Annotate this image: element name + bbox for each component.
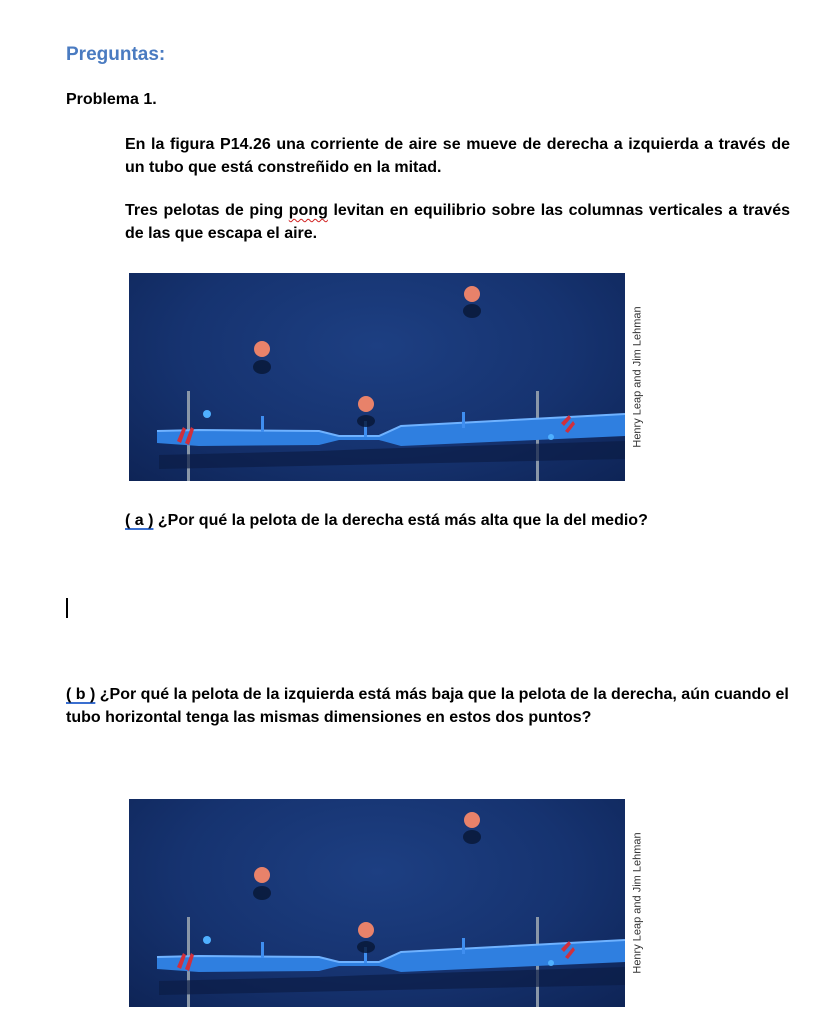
paragraph-2-end: levitan en equilibrio sobre las columnas verticales a través de las que escapa el aire. xyxy=(125,202,790,242)
right-column xyxy=(462,938,465,954)
middle-ball xyxy=(358,396,374,412)
right-column xyxy=(462,412,465,428)
paragraph-2-start: Tres pelotas de ping xyxy=(125,202,289,219)
figure-image xyxy=(129,273,625,481)
left-column xyxy=(261,416,264,432)
section-heading: Preguntas: xyxy=(66,44,166,65)
question-a-label: ( a ) xyxy=(125,512,154,529)
figure-image xyxy=(129,799,625,1007)
photo-credit xyxy=(627,799,649,1007)
middle-ball xyxy=(358,922,374,938)
figure-photo-2 xyxy=(129,799,649,1007)
spellcheck-flagged-word[interactable]: pong xyxy=(288,202,328,219)
problem-paragraph-2 xyxy=(125,199,790,245)
problem-title: Problema 1. xyxy=(66,91,157,108)
right-ball xyxy=(464,286,480,302)
problem-paragraph-1: En la figura P14.26 una corriente de aire se mueve de derecha a izquierda a través de un tubo que está constreñido en la mitad. xyxy=(125,136,790,176)
left-column xyxy=(261,942,264,958)
question-a-text: ¿Por qué la pelota de la derecha está más alta que la del medio? xyxy=(153,512,648,529)
question-b-label: ( b ) xyxy=(66,686,96,703)
photo-credit xyxy=(627,273,649,481)
figure-photo-1 xyxy=(129,273,649,481)
tube-illustration xyxy=(129,799,625,1007)
left-ball xyxy=(254,867,270,883)
left-ball xyxy=(254,341,270,357)
right-nozzle xyxy=(548,960,554,966)
text-cursor xyxy=(66,598,68,618)
question-b-text: ¿Por qué la pelota de la izquierda está más baja que la pelota de la derecha, aún cuando el tubo horizontal tenga las mismas dimensiones en estos dos puntos? xyxy=(66,686,789,726)
question-b xyxy=(66,683,796,729)
left-nozzle xyxy=(203,936,211,944)
right-nozzle xyxy=(548,434,554,440)
tube-illustration xyxy=(129,273,625,481)
photo-credit-text: Henry Leap and Jim Lehman xyxy=(632,832,644,974)
question-a xyxy=(125,509,805,532)
photo-credit-text: Henry Leap and Jim Lehman xyxy=(632,306,644,448)
right-ball xyxy=(464,812,480,828)
left-nozzle xyxy=(203,410,211,418)
